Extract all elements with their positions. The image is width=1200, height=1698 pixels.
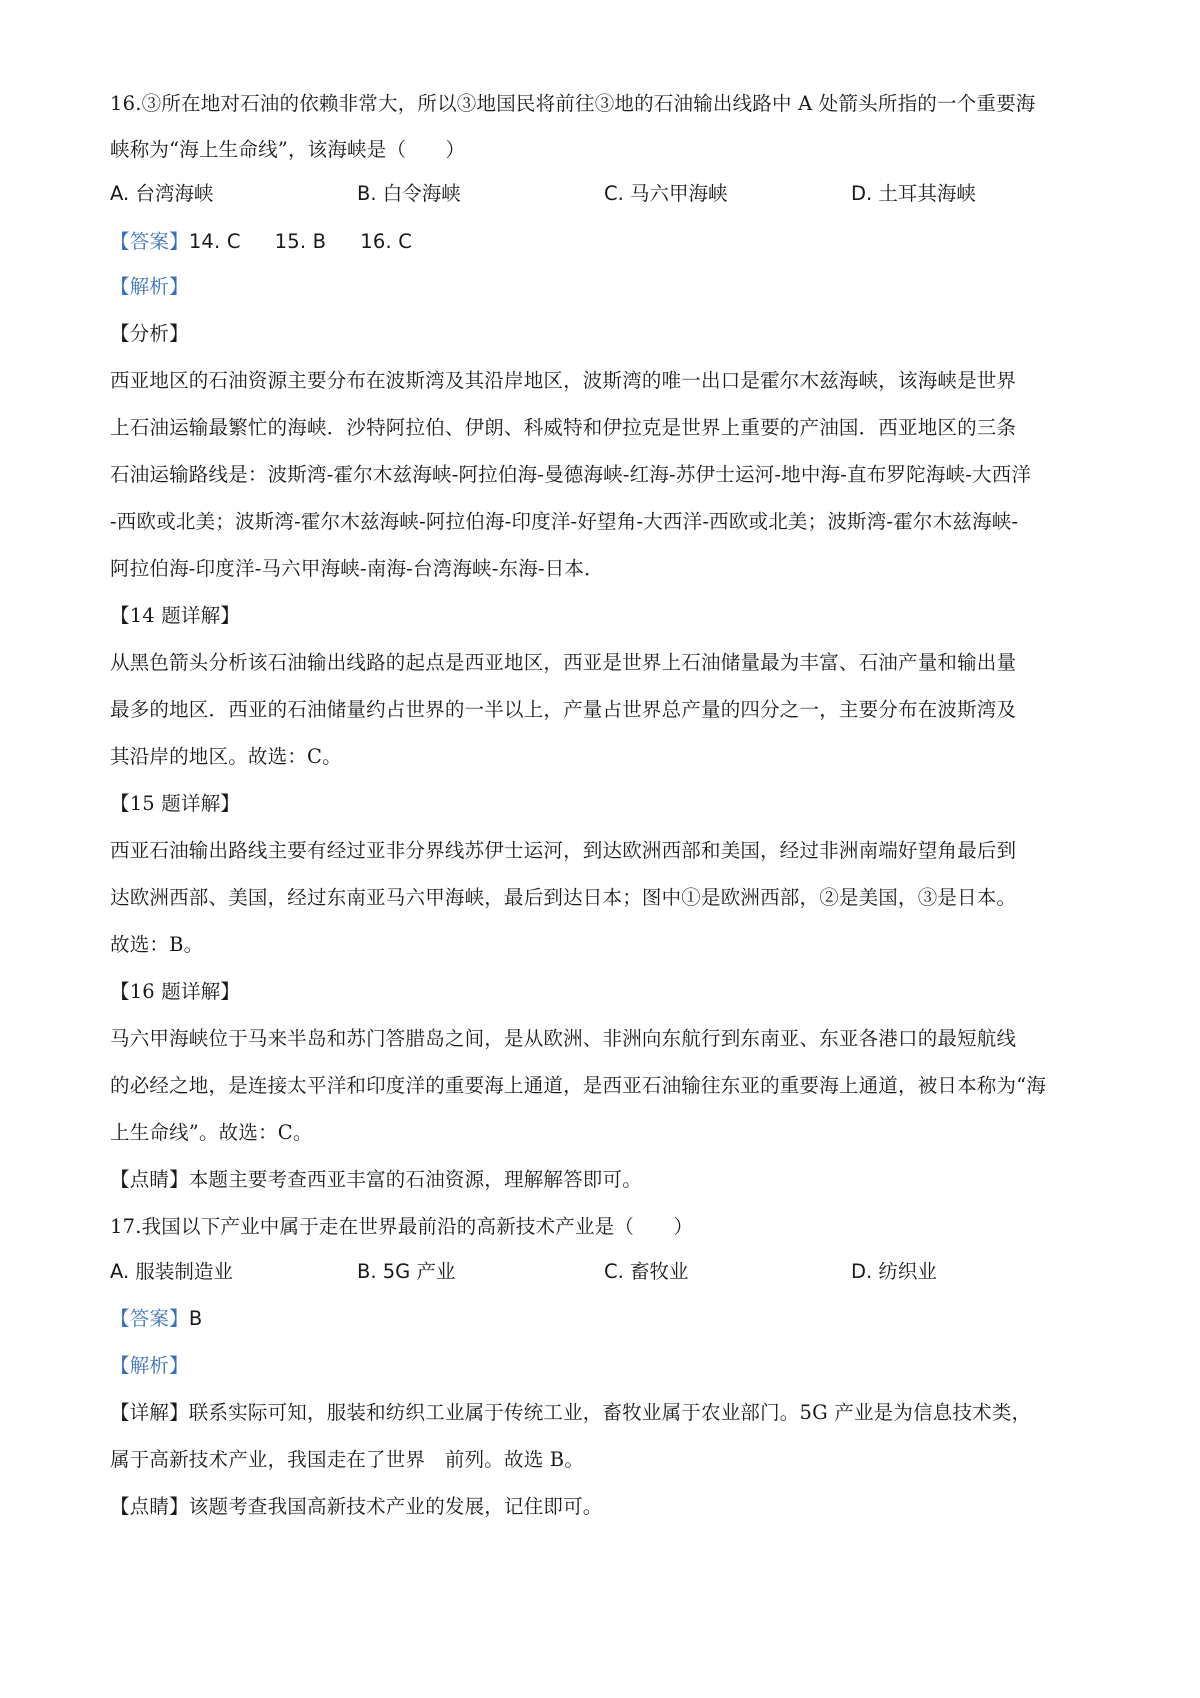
answer-17: B xyxy=(188,1307,203,1330)
q16-option-a: A. 台湾海峡 xyxy=(110,182,214,205)
answer-label-2: 【答案】 xyxy=(110,1307,189,1330)
detail14-line-2: 最多的地区．西亚的石油储量约占世界的一半以上，产量占世界总产量的四分之一，主要分布在波斯湾及 xyxy=(110,698,1017,721)
xiangjie17-line-1: 【详解】联系实际可知，服装和纺织工业属于传统工业，畜牧业属于农业部门。5G 产业是为信息技术类， xyxy=(110,1401,1032,1424)
answer-label: 【答案】 xyxy=(110,230,189,253)
fenxi-label: 【分析】 xyxy=(110,322,189,345)
detail14-label: 【14 题详解】 xyxy=(110,604,241,627)
jiexi-label-2: 【解析】 xyxy=(110,1354,189,1377)
fenxi-line-2: 上石油运输最繁忙的海峡．沙特阿拉伯、伊朗、科威特和伊拉克是世界上重要的产油国．西亚地区的三条 xyxy=(110,416,1017,439)
q16-option-c: C. 马六甲海峡 xyxy=(604,182,728,205)
detail16-label: 【16 题详解】 xyxy=(110,980,241,1003)
dianjing-1: 【点睛】本题主要考查西亚丰富的石油资源，理解解答即可。 xyxy=(110,1168,642,1191)
detail14-line-1: 从黑色箭头分析该石油输出线路的起点是西亚地区，西亚是世界上石油储量最为丰富、石油产量和输出量 xyxy=(110,651,1017,674)
q17-option-d: D. 纺织业 xyxy=(851,1260,937,1283)
jiexi-label-1: 【解析】 xyxy=(110,275,189,298)
xiangjie17-line-2: 属于高新技术产业，我国走在了世界 前列。故选 B。 xyxy=(110,1448,585,1471)
answer-14: 14. C xyxy=(188,230,241,253)
detail15-line-2: 达欧洲西部、美国，经过东南亚马六甲海峡，最后到达日本；图中①是欧洲西部，②是美国，③是日本。 xyxy=(110,886,1017,909)
detail16-line-3: 上生命线”。故选：C。 xyxy=(110,1121,313,1144)
answer-row-1 xyxy=(110,228,1100,256)
detail15-label: 【15 题详解】 xyxy=(110,792,241,815)
detail16-line-1: 马六甲海峡位于马来半岛和苏门答腊岛之间，是从欧洲、非洲向东航行到东南亚、东亚各港口的最短航线 xyxy=(110,1027,1017,1050)
q16-stem-line-1: 16.③所在地对石油的依赖非常大，所以③地国民将前往③地的石油输出线路中 A 处箭头所指的一个重要海 xyxy=(110,92,1036,115)
detail15-line-1: 西亚石油输出路线主要有经过亚非分界线苏伊士运河，到达欧洲西部和美国，经过非洲南端好望角最后到 xyxy=(110,839,1017,862)
fenxi-line-1: 西亚地区的石油资源主要分布在波斯湾及其沿岸地区，波斯湾的唯一出口是霍尔木兹海峡，该海峡是世界 xyxy=(110,369,1017,392)
detail14-line-3: 其沿岸的地区。故选：C。 xyxy=(110,745,342,768)
answer-16: 16. C xyxy=(360,230,413,253)
q16-stem-line-2: 峡称为“海上生命线”，该海峡是（ ） xyxy=(110,138,466,161)
answer-15: 15. B xyxy=(274,230,327,253)
detail16-line-2: 的必经之地，是连接太平洋和印度洋的重要海上通道，是西亚石油输往东亚的重要海上通道，被日本称为“海 xyxy=(110,1074,1047,1097)
fenxi-line-5: 阿拉伯海-印度洋-马六甲海峡-南海-台湾海峡-东海-日本． xyxy=(110,557,604,580)
answer-row-2 xyxy=(110,1305,1100,1333)
q16-option-b: B. 白令海峡 xyxy=(357,182,461,205)
q17-stem: 17.我国以下产业中属于走在世界最前沿的高新技术产业是（ ） xyxy=(110,1215,694,1238)
q17-option-a: A. 服装制造业 xyxy=(110,1260,233,1283)
q17-option-c: C. 畜牧业 xyxy=(604,1260,689,1283)
q16-option-d: D. 土耳其海峡 xyxy=(851,182,976,205)
detail15-line-3: 故选：B。 xyxy=(110,933,204,956)
q17-option-b: B. 5G 产业 xyxy=(357,1260,456,1283)
fenxi-line-4: -西欧或北美；波斯湾-霍尔木兹海峡-阿拉伯海-印度洋-好望角-大西洋-西欧或北美；波斯湾-霍尔木兹海峡- xyxy=(110,510,1019,533)
dianjing-2: 【点睛】该题考查我国高新技术产业的发展，记住即可。 xyxy=(110,1495,603,1518)
fenxi-line-3: 石油运输路线是：波斯湾-霍尔木兹海峡-阿拉伯海-曼德海峡-红海-苏伊士运河-地中海-直布罗陀海峡-大西洋 xyxy=(110,463,1032,486)
